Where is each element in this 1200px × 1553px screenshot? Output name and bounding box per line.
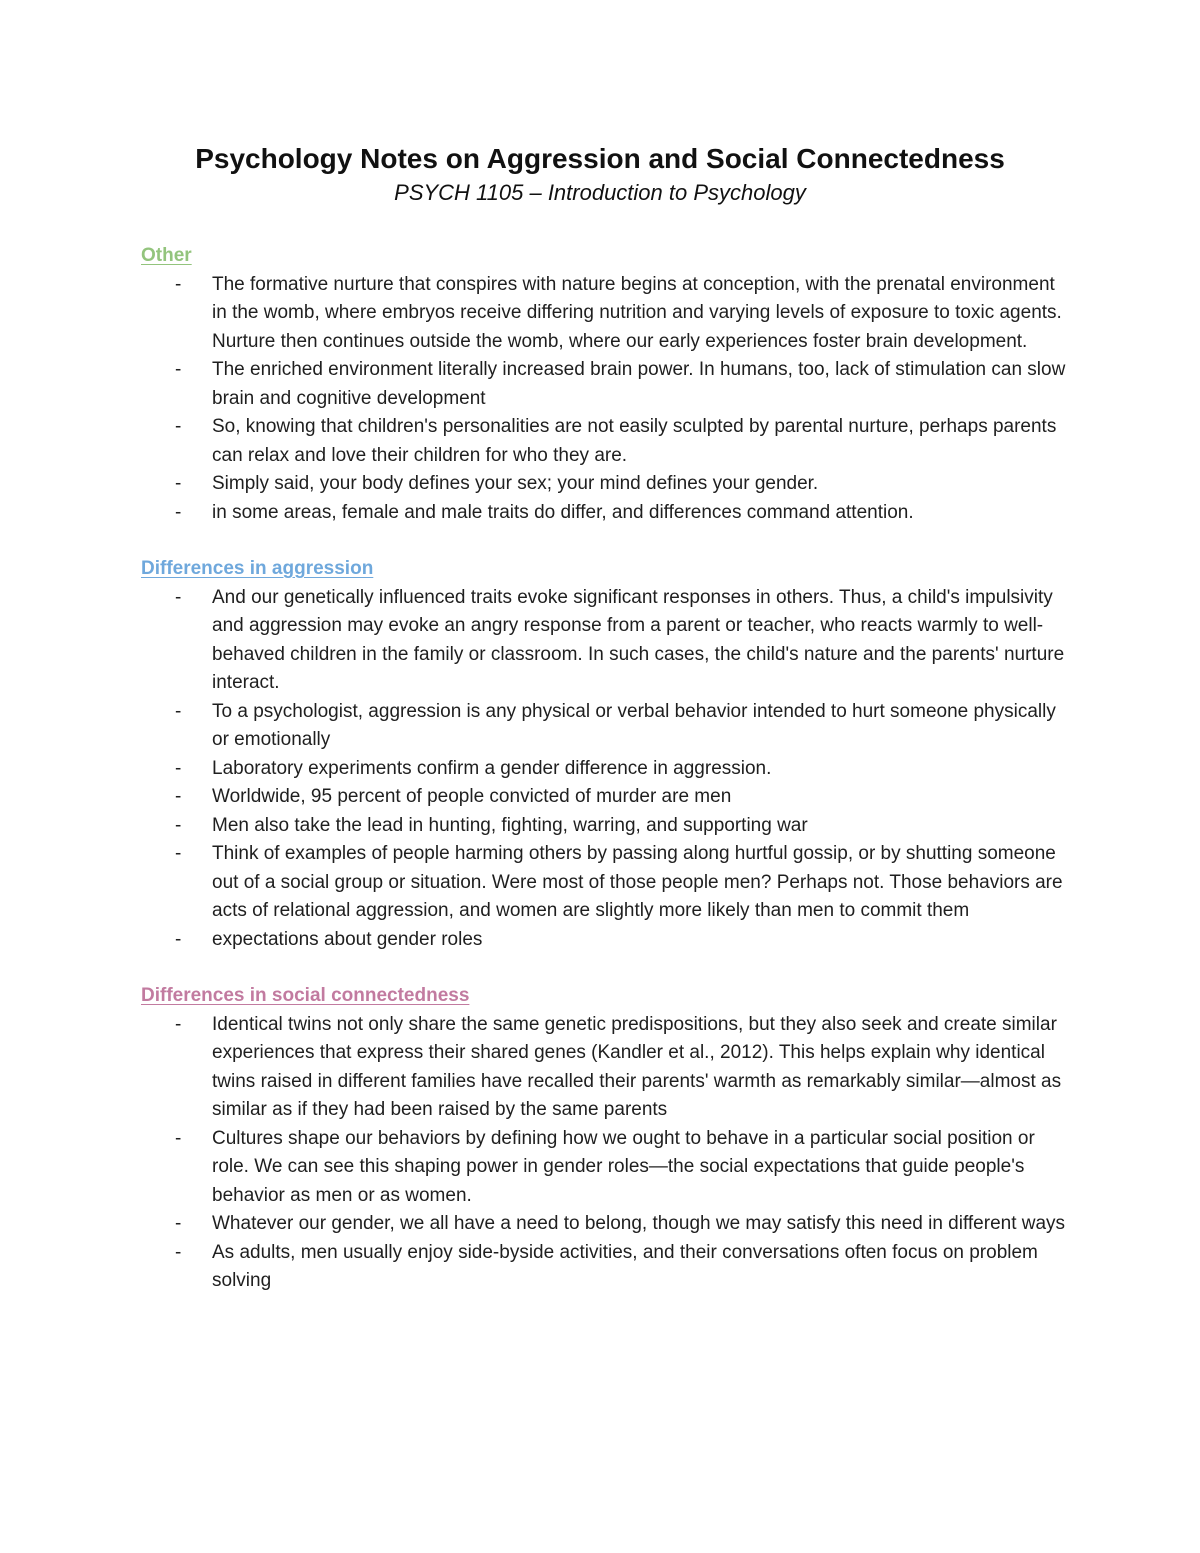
- bullet-dash: -: [175, 501, 182, 523]
- list-item-text: Worldwide, 95 percent of people convicted of murder are men: [212, 786, 732, 807]
- list-item: [141, 413, 1071, 470]
- list-item-text: So, knowing that children's personalities are not easily sculpted by parental nurture, perhaps parents can relax and love their children for who they are.: [212, 416, 1057, 466]
- page-subtitle: PSYCH 1105 – Introduction to Psychology: [394, 180, 806, 205]
- list-item-text: The enriched environment literally increased brain power. In humans, too, lack of stimulation can slow brain and cognitive development: [212, 359, 1066, 409]
- list-item: [141, 271, 1071, 357]
- bullet-dash: -: [175, 1241, 182, 1263]
- list-item: [141, 470, 1071, 499]
- section-heading: Differences in social connectedness: [141, 985, 470, 1006]
- list-item: [141, 698, 1071, 755]
- list-item: [141, 755, 1071, 784]
- list-item: [141, 356, 1071, 413]
- bullet-dash: -: [175, 473, 182, 494]
- list-item-text: Whatever our gender, we all have a need to belong, though we may satisfy this need in different ways: [212, 1213, 1066, 1234]
- bullet-dash: -: [175, 416, 182, 437]
- list-item-text: Cultures shape our behaviors by defining how we ought to behave in a particular social position or role. We can see this shaping power in gender roles—the social expectations that guide people's behavior as men or as women.: [212, 1127, 1035, 1206]
- list-item-text: expectations about gender roles: [212, 928, 483, 950]
- bullet-dash: -: [175, 700, 182, 722]
- bullet-dash: -: [175, 757, 182, 779]
- list-item: [141, 1210, 1071, 1239]
- bullet-dash: -: [175, 1213, 182, 1234]
- list-item: [141, 584, 1071, 698]
- list-item-text: in some areas, female and male traits do differ, and differences command attention.: [212, 501, 914, 523]
- list-item-text: Laboratory experiments confirm a gender difference in aggression.: [212, 757, 772, 779]
- bullet-dash: -: [175, 359, 182, 380]
- bullet-dash: -: [175, 1127, 182, 1149]
- section: [141, 242, 1071, 527]
- section: [141, 982, 1071, 1296]
- bullet-dash: -: [175, 928, 182, 950]
- list-item: [141, 783, 1071, 812]
- list-item: [141, 926, 1071, 955]
- list-item: [141, 812, 1071, 841]
- list-item-text: To a psychologist, aggression is any physical or verbal behavior intended to hurt someone physically or emotionally: [212, 700, 1056, 750]
- section: [141, 555, 1071, 954]
- bullet-list: [141, 584, 1071, 955]
- page-title: Psychology Notes on Aggression and Social Connectedness: [195, 143, 1005, 174]
- list-item: [141, 1239, 1071, 1296]
- bullet-dash: -: [175, 843, 182, 864]
- bullet-dash: -: [175, 1013, 182, 1035]
- list-item-text: Men also take the lead in hunting, fighting, warring, and supporting war: [212, 814, 808, 836]
- list-item: [141, 1011, 1071, 1125]
- list-item-text: Simply said, your body defines your sex; your mind defines your gender.: [212, 473, 819, 494]
- list-item: [141, 1125, 1071, 1211]
- list-item-text: And our genetically influenced traits evoke significant responses in others. Thus, a child's impulsivity and aggression may evoke an angry response from a parent or teacher, who reacts warmly to well-behaved children in the family or classroom. In such cases, the child's nature and the parents' nurture interact.: [212, 586, 1065, 693]
- section-heading: Differences in aggression: [141, 558, 374, 579]
- bullet-dash: -: [175, 273, 182, 295]
- bullet-list: [141, 1011, 1071, 1296]
- bullet-list: [141, 271, 1071, 528]
- list-item-text: Identical twins not only share the same genetic predispositions, but they also seek and create similar experiences that express their shared genes (Kandler et al., 2012). This helps explain why identical twins raised in different families have recalled their parents' warmth as remarkably similar—almost as similar as if they had been raised by the same parents: [212, 1013, 1062, 1120]
- notes-body: [141, 242, 1071, 1324]
- list-item-text: Think of examples of people harming others by passing along hurtful gossip, or by shutting someone out of a social group or situation. Were most of those people men? Perhaps not. Those behaviors are acts of relational aggression, and women are slightly more likely than men to commit them: [212, 843, 1063, 921]
- bullet-dash: -: [175, 586, 182, 608]
- list-item: [141, 499, 1071, 528]
- section-heading: Other: [141, 245, 192, 266]
- bullet-dash: -: [175, 814, 182, 836]
- bullet-dash: -: [175, 786, 182, 807]
- list-item-text: As adults, men usually enjoy side-byside activities, and their conversations often focus on problem solving: [212, 1241, 1038, 1291]
- list-item: [141, 840, 1071, 926]
- list-item-text: The formative nurture that conspires with nature begins at conception, with the prenatal environment in the womb, where embryos receive differing nutrition and varying levels of exposure to toxic agents. Nurture then continues outside the womb, where our early experiences foster brain development.: [212, 273, 1062, 352]
